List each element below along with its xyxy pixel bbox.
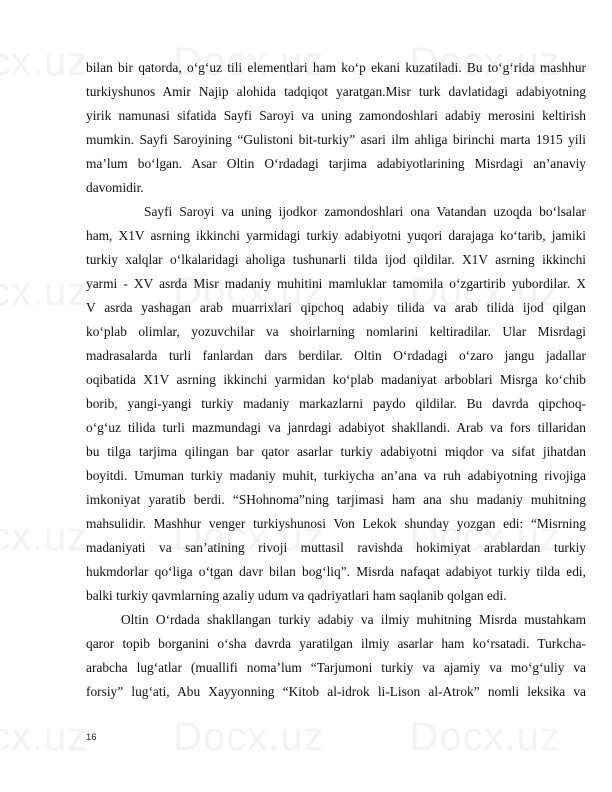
text-line: mahsulidir. Mashhur venger turkiyshunosi Von Lekok shunday yozgan edi: “Misrning: [86, 516, 586, 531]
text-line: turkiyshunos Amir Najip alohida tadqiqot yaratgan.Misr turk davlatidagi adabiyotning: [86, 84, 586, 99]
text-line: arabcha lug‘atlar (muallifi noma’lum “Tarjumoni turkiy va ajamiy va mo‘g‘uliy va: [86, 660, 586, 675]
text-line: davomidir.: [86, 180, 144, 195]
text-line: yarmi - XV asrda Misr madaniy muhitini mamluklar tamomila o‘zgartirib yubordilar. X: [86, 276, 586, 291]
text-line: mumkin. Sayfi Saroyining “Gulistoni bit-turkiy” asari ilm ahliga birinchi marta 1915 yili: [86, 132, 586, 147]
text-line: boyitdi. Umuman turkiy madaniy muhit, turkiycha an’ana va ruh adabiyotning rivojiga: [86, 468, 586, 483]
text-line: yirik namunasi sifatida Sayfi Saroyi va uning zamondoshlari adabiy merosini keltirish: [86, 108, 586, 123]
text-line: Sayfi Saroyi va uning ijodkor zamondoshlari ona Vatandan uzoqda bo‘lsalar: [144, 204, 586, 219]
text-line: bu tilga tarjima qilingan bar qator asarlar turkiy adabiyotni miqdor va sifat jihatdan: [86, 444, 586, 459]
text-line: bilan bir qatorda, o‘g‘uz tili elementlari ham ko‘p ekani kuzatiladi. Bu to‘g‘rida mashhur: [86, 60, 586, 75]
watermark: [0, 715, 561, 760]
text-line: madaniyati va san’atining rivoji muttasil ravishda hokimiyat arablardan turkiy: [86, 540, 586, 555]
text-line: ham, X1V asrning ikkinchi yarmidagi turkiy adabiyotni yuqori darajaga ko‘tarib, jamiki: [86, 228, 586, 243]
text-line: V asrda yashagan arab muarrixlari qipchoq adabiy tilida va arab tilida ijod qilgan: [86, 300, 586, 315]
text-line: qaror topib borganini o‘sha davrda yaratilgan ilmiy asarlar ham ko‘rsatadi. Turkcha-: [86, 636, 586, 651]
text-line: ma’lum bo‘lgan. Asar Oltin O‘rdadagi tarjima adabiyotlarining Misrdagi an’anaviy: [86, 156, 586, 171]
text-line: hukmdorlar qo‘liga o‘tgan davr bilan bog‘liq”. Misrda nafaqat adabiyot turkiy tilda edi,: [86, 564, 586, 579]
text-line: Oltin O‘rdada shakllangan turkiy adabiy va ilmiy muhitning Misrda mustahkam: [121, 612, 586, 627]
text-line: borib, yangi-yangi turkiy madaniy markazlarni paydo qildilar. Bu davrda qipchoq-: [86, 396, 586, 411]
text-line: balki turkiy qavmlarning azaliy udum va qadriyatlari ham saqlanib qolgan edi.: [86, 588, 507, 603]
text-line: o‘g‘uz tilida turli mazmundagi va janrdagi adabiyot shakllandi. Arab va fors tillaridan: [86, 420, 586, 435]
page-number: 16: [86, 732, 97, 743]
text-line: forsiy” lug‘ati, Abu Xayyonning “Kitob al-idrok li-Lison al-Atrok” nomli leksika va: [86, 684, 586, 699]
text-line: ko‘plab olimlar, yozuvchilar va shoirlarning nomlarini keltiradilar. Ular Misrdagi: [86, 324, 586, 339]
text-line: turkiy xalqlar o‘lkalaridagi aholiga tushunarli tilda ijod qildilar. X1V asrning ikkinchi: [86, 252, 586, 267]
text-line: oqibatida X1V asrning ikkinchi yarmidan ko‘plab madaniyat arboblari Misrga ko‘chib: [86, 372, 586, 387]
text-line: imkoniyat yaratib berdi. “SHohnoma”ning tarjimasi ham ana shu madaniy muhitning: [86, 492, 586, 507]
text-line: madrasalarda turli fanlardan dars berdilar. Oltin O‘rdadagi o‘zaro jangu jadallar: [86, 348, 586, 363]
